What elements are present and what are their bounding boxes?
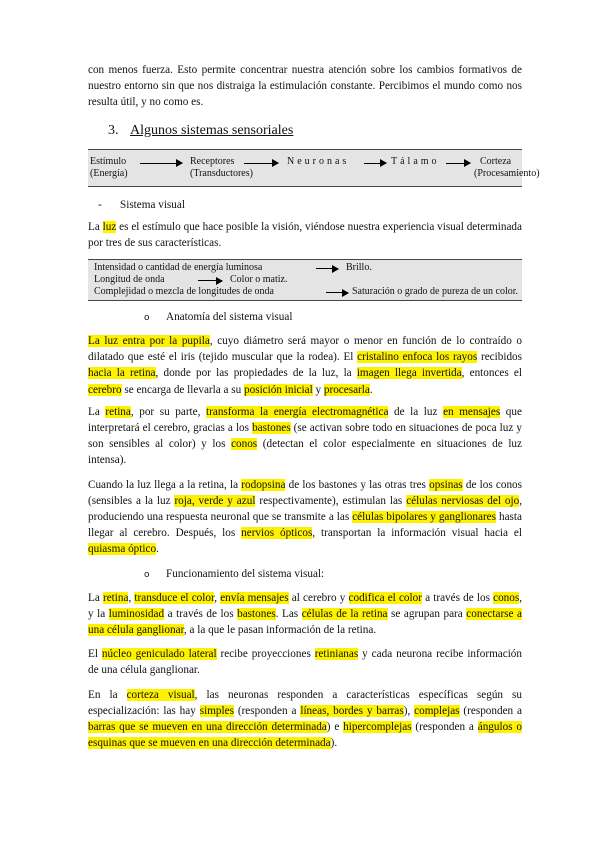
highlight: células de la retina [301,607,388,620]
flow-talamo-label: Tálamo [391,155,440,167]
section-title: Algunos sistemas sensoriales [130,122,294,138]
highlight: retinianas [314,648,359,661]
property-row [94,286,274,298]
property-value: Brillo. [346,262,372,274]
paragraph-rodopsina: Cuando la luz llega a la retina, la rodopsina de los bastones y las otras tres opsinas de los conos (sensibles a la luz roja, verde y azul respectivamente), estimulan las células nerviosas del ojo, produciendo una respuesta neuronal que se transmite a las células bipolares y ganglionares hasta llegar al cerebro. Después, los nervios ópticos, transportan la información visual hacia el quiasma óptico. [88,478,522,556]
highlight: La luz entra por la pupila [88,335,210,348]
highlight: barras que se mueven en una dirección determinada [88,721,327,734]
highlight: conos [493,591,520,604]
flow-talamo [391,156,440,168]
bullet-funcionamiento [144,568,522,580]
flow-corteza [474,156,540,180]
highlight: corteza visual [126,688,195,701]
section-heading [108,123,522,139]
highlight: retina [102,591,129,604]
paragraph-corteza: En la corteza visual, las neuronas responden a características específicas según su especialización: las hay simples (responden a líneas, bordes y barras), complejas (responden a barras que se mueven en una dirección determinada) e hipercomplejas (responden a ángulos o esquinas que se mueven en una dirección determinada). [88,688,523,750]
highlight: luminosidad [108,607,165,620]
highlight: complejas [414,704,460,717]
highlight: cerebro [88,383,122,396]
arrow-right-icon [198,280,222,281]
paragraph-nucleo: El núcleo geniculado lateral recibe proyecciones retinianas y cada neurona recibe información de una célula ganglionar. [88,648,522,677]
bullet-label: Anatomía del sistema visual [166,311,293,324]
flow-corteza-label: Corteza [480,155,512,167]
paragraph-luz: La luz es el estímulo que hace posible la visión, viéndose nuestra experiencia visual determinada por tres de sus características. [88,220,522,249]
highlight: bastones [237,607,276,620]
highlight: ángulos o esquinas que se mueven en una dirección determinada [88,721,522,750]
highlight: núcleo geniculado lateral [101,648,217,661]
property-name: Intensidad o cantidad de energía luminosa [94,262,263,274]
highlight: retina [105,405,131,418]
highlight: procesarla [323,383,370,396]
flow-receptores-sublabel: (Transductores) [190,167,253,179]
highlight: roja, verde y azul [174,494,256,507]
bullet-anatomia [144,311,522,323]
intro-paragraph: con menos fuerza. Esto permite concentrar nuestra atención sobre los cambios formativos de nuestro entorno sin que nos distraiga la estimulación constante. Percibimos el mundo como nos resulta útil, y no como es. [88,64,522,109]
flow-receptores-label: Receptores [190,155,235,167]
flow-receptores [190,156,253,180]
highlight: células bipolares y ganglionares [352,511,497,524]
bullet-label: Funcionamiento del sistema visual: [166,567,325,580]
property-value: Saturación o grado de pureza de un color. [352,286,519,298]
highlight: posición inicial [244,383,313,396]
paragraph-funcionamiento: La retina, transduce el color, envía mensajes al cerebro y codifica el color a través de los conos, y la luminosidad a través de los bastones. Las células de la retina se agrupan para conectarse a una célula ganglionar, a la que le pasan información de la retina. [88,591,523,637]
bullet-sistema-visual [98,199,522,211]
flow-arrow-icon [140,163,182,164]
property-name: Complejidad o mezcla de longitudes de onda [94,286,274,298]
highlight: luz [102,220,117,233]
circle-bullet-icon: o [144,569,150,580]
highlight: opsinas [429,478,463,491]
property-name: Longitud de onda [94,274,165,286]
highlight: bastones [252,422,291,435]
highlight: rodopsina [241,478,286,491]
highlight: en mensajes [443,405,501,418]
highlight: envía mensajes [220,591,289,604]
document-page [88,62,540,751]
flow-arrow-icon [244,163,278,164]
property-row [94,262,262,274]
highlight: quiasma óptico [88,543,157,556]
arrow-right-icon [316,268,338,269]
flow-estimulo-sublabel: (Energía) [90,167,128,179]
section-number: 3. [108,122,119,138]
flow-arrow-icon [364,163,386,164]
light-properties-box [88,259,522,301]
highlight: conos [231,438,258,451]
flow-corteza-sublabel: (Procesamiento) [474,167,540,179]
flow-estimulo-label: Estímulo [90,155,127,167]
paragraph-pupila: La luz entra por la pupila, cuyo diámetro será mayor o menor en función de lo contraído o dilatado que esté el iris (tejido muscular que la rodea). El cristalino enfoca los rayos recibidos hacia la retina, donde por las propiedades de la luz, la imagen llega invertida, entonces el cerebro se encarga de llevarla a su posición inicial y procesarla. [88,335,522,396]
arrow-right-icon [326,292,348,293]
highlight: codifica el color [348,591,422,604]
highlight: células nerviosas del ojo [406,494,520,507]
dash-marker: - [98,198,102,211]
highlight: cristalino enfoca los rayos [357,351,478,364]
highlight: nervios ópticos [241,527,313,540]
highlight: transduce el color [134,591,215,604]
highlight: imagen llega invertida [356,367,462,380]
highlight: simples [199,704,234,717]
property-value: Color o matiz. [230,274,288,286]
paragraph-retina: La retina, por su parte, transforma la energía electromagnética de la luz en mensajes que interpretará el cerebro, gracias a los bastones (se activan sobre todo en situaciones de poca luz y son sensibles al color) y los conos (detectan el color especialmente en situaciones de luz intensa). [88,405,522,467]
highlight: líneas, bordes y barras [300,704,404,717]
sensory-flow-diagram [88,149,540,187]
flow-arrow-icon [446,163,470,164]
flow-neuronas-label: Neuronas [287,155,350,167]
flow-estimulo [90,156,128,180]
property-row [94,274,165,286]
bullet-label: Sistema visual [120,198,185,211]
highlight: transforma la energía electromagnética [206,405,389,418]
circle-bullet-icon: o [144,313,150,324]
flow-neuronas [287,156,349,168]
highlight: hipercomplejas [343,721,412,734]
highlight: conectarse a una célula ganglionar [88,607,523,637]
highlight: hacia la retina [88,367,156,380]
